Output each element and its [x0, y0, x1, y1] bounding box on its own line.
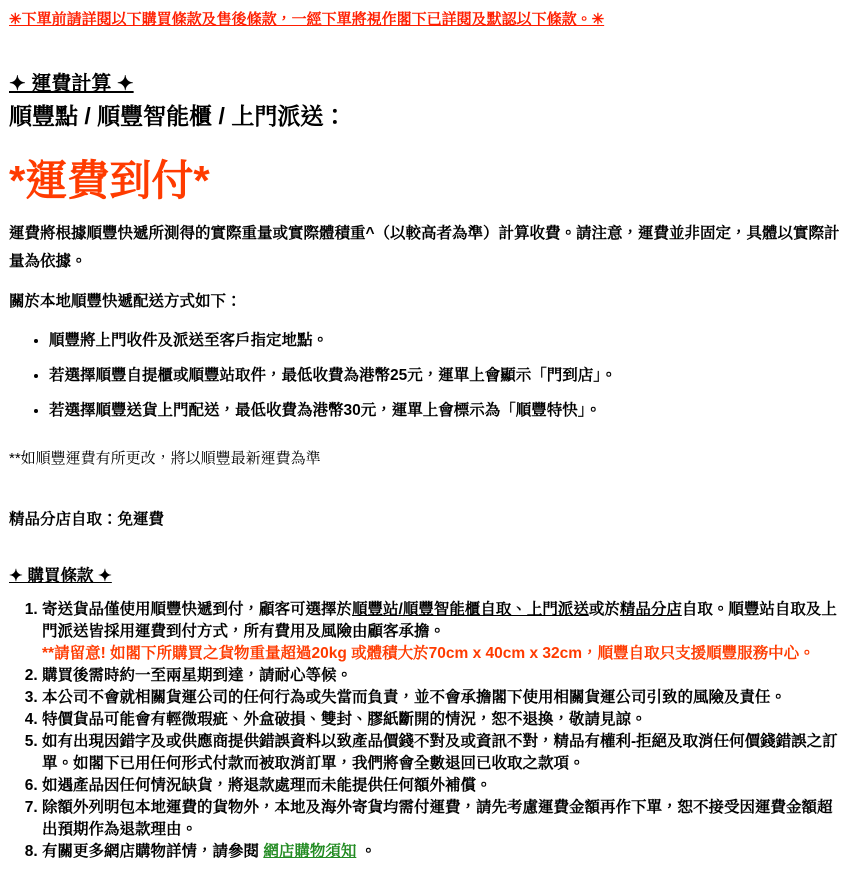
store-shopping-guide-link[interactable]: 網店購物須知 [263, 843, 357, 860]
term-item [42, 841, 845, 863]
term-text: 自取。順豐站自取及上門派送皆採用運費到付方式，所有費用及風險由顧客承擔。 [42, 601, 837, 640]
term-text: 寄送貨品僅使用順豐快遞到付，顧客可選擇於 [42, 601, 353, 618]
term-item [42, 775, 845, 797]
pre-order-notice: ✳下單前請詳閱以下購買條款及售後條款，一經下單將視作閣下已詳閱及默認以下條款。✳ [9, 11, 605, 28]
store-pickup-free-line: 精品分店自取：免運費 [9, 511, 165, 528]
term-item [42, 797, 845, 841]
term-item [42, 687, 845, 709]
term-item [42, 665, 845, 687]
term-text: 或於 [588, 601, 620, 618]
term-item [42, 731, 845, 775]
term-text: 如有出現因錯字及或供應商提供錯誤資料以致產品價錢不對及或資訊不對，精品有權利-拒絕及取消任何價錢錯誤之訂單。如閣下已用任何形式付款而被取消訂單，我們將會全數退回已收取之款項。 [42, 733, 838, 772]
freight-collect-title: *運費到付* [9, 157, 210, 204]
term-text: 購買後需時約一至兩星期到達，請耐心等候。 [42, 667, 353, 684]
term-text: 如遇產品因任何情況缺貨，將退款處理而未能提供任何額外補償。 [42, 777, 492, 794]
term-item [42, 709, 845, 731]
purchase-terms-heading: ✦ 購買條款 ✦ [9, 567, 112, 585]
freight-change-note: **如順豐運費有所更改，將以順豐最新運費為準 [9, 450, 321, 467]
delivery-options-list [9, 330, 845, 422]
delivery-option-item: • 若選擇順豐送貨上門配送，最低收費為港幣30元，運單上會標示為「順豐特快」。 [49, 400, 845, 422]
term-text: 除額外列明包本地運費的貨物外，本地及海外寄貨均需付運費，請先考慮運費金額再作下單，恕不接受因運費金額超出預期作為退款理由。 [42, 799, 833, 838]
delivery-option-item: • 若選擇順豐自提櫃或順豐站取件，最低收費為港幣25元，運單上會顯示「門到店」。 [49, 365, 845, 387]
purchase-terms-list [9, 599, 845, 863]
term-item [42, 599, 845, 665]
freight-measurement-paragraph: 運費將根據順豐快遞所測得的實際重量或實際體積重^（以較高者為準）計算收費。請注意，運費並非固定，具體以實際計量為依據。 [9, 225, 840, 270]
delivery-methods-heading: 順豐點 / 順豐智能櫃 / 上門派送： [9, 103, 347, 129]
weight-limit-warning: **請留意! 如閣下所購買之貨物重量超過20kg 或體積大於70cm x 40cm x 32cm，順豐自取只支援順豐服務中心。 [42, 645, 815, 662]
term-text: 特價貨品可能會有輕微瑕疵、外盒破損、雙封、膠紙斷開的情況，恕不退換，敬請見諒。 [42, 711, 647, 728]
term-text: 順豐站/順豐智能櫃自取、上門派送 [352, 601, 589, 618]
shipping-calc-heading: ✦ 運費計算 ✦ [9, 73, 134, 95]
term-text: 有關更多網店購物詳情，請參閱 [42, 843, 264, 860]
term-text: 本公司不會就相關貨運公司的任何行為或失當而負責，並不會承擔閣下使用相關貨運公司引致的風險及責任。 [42, 689, 787, 706]
delivery-intro: 關於本地順豐快遞配送方式如下： [9, 293, 242, 310]
term-text: 精品分店 [619, 601, 682, 618]
delivery-option-item: • 順豐將上門收件及派送至客戶指定地點。 [49, 330, 845, 352]
term-text: 。 [356, 843, 377, 860]
